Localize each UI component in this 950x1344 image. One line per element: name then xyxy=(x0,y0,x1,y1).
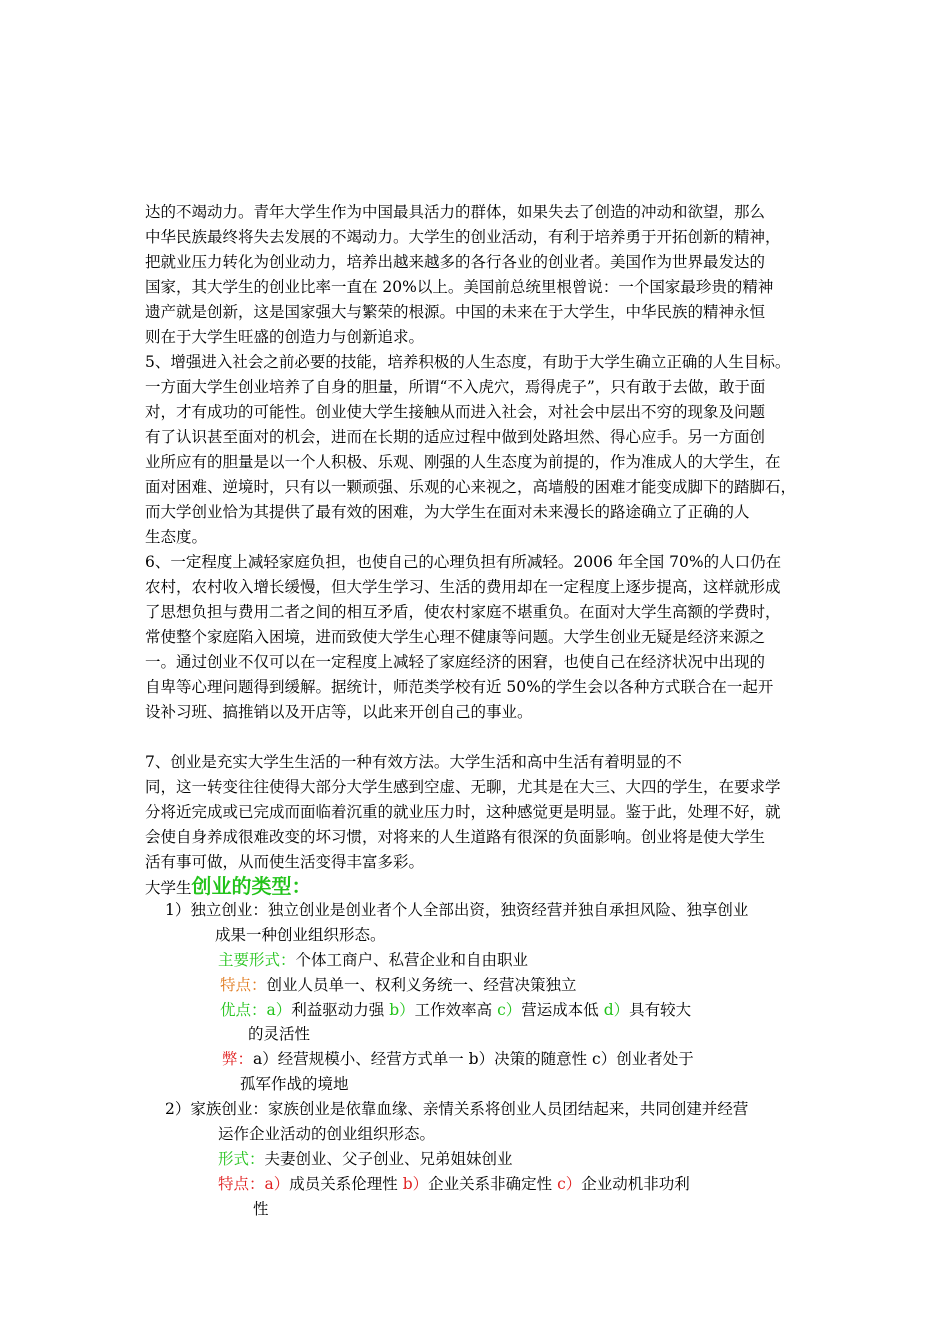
adv-marker: a） xyxy=(266,1001,292,1019)
dis-text: a）经营规模小、经营方式单一 b）决策的随意性 c）创业者处于 xyxy=(253,1050,694,1068)
adv-item: 具有较大 xyxy=(629,1001,692,1019)
text-line: 把就业压力转化为创业动力，培养出越来越多的各行各业的创业者。美国作为世界最发达的 xyxy=(145,253,766,271)
text-line: 了思想负担与费用二者之间的相互矛盾，使农村家庭不堪重负。在面对大学生高额的学费时， xyxy=(145,603,781,621)
text-line: 会使自身养成很难改变的坏习惯，对将来的人生道路有很深的负面影响。创业将是使大学生 xyxy=(145,828,766,846)
text-line: 常使整个家庭陷入困境，进而致使大学生心理不健康等问题。大学生创业无疑是经济来源之 xyxy=(145,628,766,646)
feature-label: 特点： xyxy=(220,976,267,994)
form-text: 个体工商户、私营企业和自由职业 xyxy=(295,951,529,969)
type1-advantages xyxy=(220,998,691,1022)
section-heading xyxy=(145,874,312,900)
feature-item: 成员关系伦理性 xyxy=(289,1175,403,1193)
text-line: 一方面大学生创业培养了自身的胆量，所谓“不入虎穴，焉得虎子”，只有敢于去做，敢于面 xyxy=(145,378,766,396)
feature-marker: c） xyxy=(557,1175,582,1193)
text-line: 遗产就是创新，这是国家强大与繁荣的根源。中国的未来在于大学生，中华民族的精神永恒 xyxy=(145,303,766,321)
adv-item: 营运成本低 xyxy=(521,1001,604,1019)
type2-title-cont: 运作企业活动的创业组织形态。 xyxy=(218,1125,436,1143)
text-line: 活有事可做，从而使生活变得丰富多彩。 xyxy=(145,853,425,871)
adv-marker: c） xyxy=(497,1001,522,1019)
feature-label: 特点： xyxy=(218,1175,265,1193)
text-line: 设补习班、搞推销以及开店等，以此来开创自己的事业。 xyxy=(145,703,533,721)
adv-label: 优点： xyxy=(220,1001,267,1019)
type2-feature xyxy=(218,1172,690,1196)
type1-title: 1）独立创业：独立创业是创业者个人全部出资，独资经营并独自承担风险、独享创业 xyxy=(165,901,749,919)
type1-title-cont: 成果一种创业组织形态。 xyxy=(215,926,386,944)
text-line: 自卑等心理问题得到缓解。据统计，师范类学校有近 50%的学生会以各种方式联合在一起开 xyxy=(145,678,774,696)
text-line: 同，这一转变往往使得大部分大学生感到空虚、无聊，尤其是在大三、大四的学生，在要求学 xyxy=(145,778,781,796)
adv-item: 工作效率高 xyxy=(414,1001,498,1019)
type1-feature xyxy=(220,973,577,997)
text-line: 分将近完成或已完成而面临着沉重的就业压力时，这种感觉更是明显。鉴于此，处理不好，就 xyxy=(145,803,781,821)
feature-marker: a） xyxy=(264,1175,290,1193)
text-line: 达的不竭动力。青年大学生作为中国最具活力的群体，如果失去了创造的冲动和欲望，那么 xyxy=(145,203,766,221)
adv-marker: d） xyxy=(603,1001,630,1019)
type2-form xyxy=(218,1147,513,1171)
text-line: 一。通过创业不仅可以在一定程度上减轻了家庭经济的困窘，也使自己在经济状况中出现的 xyxy=(145,653,766,671)
text-line: 5、增强进入社会之前必要的技能，培养积极的人生态度，有助于大学生确立正确的人生目标。 xyxy=(145,353,791,371)
text-line: 农村，农村收入增长缓慢，但大学生学习、生活的费用却在一定程度上逐步提高，这样就形成 xyxy=(145,578,781,596)
type1-advantages-cont: 的灵活性 xyxy=(248,1025,311,1043)
type2-feature-cont: 性 xyxy=(253,1200,269,1218)
form-text: 夫妻创业、父子创业、兄弟姐妹创业 xyxy=(264,1150,513,1168)
text-line: 生态度。 xyxy=(145,528,208,546)
type1-disadvantages-cont: 孤军作战的境地 xyxy=(240,1075,349,1093)
section-heading-highlight: 创业的类型： xyxy=(191,874,312,898)
text-line: 国家，其大学生的创业比率一直在 20%以上。美国前总统里根曾说：一个国家最珍贵的精神 xyxy=(145,278,774,296)
feature-item: 企业关系非确定性 xyxy=(428,1175,558,1193)
text-line: 7、创业是充实大学生生活的一种有效方法。大学生活和高中生活有着明显的不 xyxy=(145,753,682,771)
type2-title: 2）家族创业：家族创业是依靠血缘、亲情关系将创业人员团结起来，共同创建并经营 xyxy=(165,1100,749,1118)
feature-marker: b） xyxy=(402,1175,429,1193)
text-line: 则在于大学生旺盛的创造力与创新追求。 xyxy=(145,328,425,346)
text-line: 而大学创业恰为其提供了最有效的困难，为大学生在面对未来漫长的路途确立了正确的人 xyxy=(145,503,750,521)
text-line: 中华民族最终将失去发展的不竭动力。大学生的创业活动，有利于培养勇于开拓创新的精神， xyxy=(145,228,781,246)
adv-item: 利益驱动力强 xyxy=(291,1001,390,1019)
text-line: 业所应有的胆量是以一个人积极、乐观、刚强的人生态度为前提的，作为准成人的大学生，在 xyxy=(145,453,781,471)
text-line: 6、一定程度上减轻家庭负担，也使自己的心理负担有所减轻。2006 年全国 70%的人口仍在 xyxy=(145,553,782,571)
type1-disadvantages xyxy=(222,1047,694,1071)
text-line: 有了认识甚至面对的机会，进而在长期的适应过程中做到处路坦然、得心应手。另一方面创 xyxy=(145,428,766,446)
form-label: 主要形式： xyxy=(218,951,296,969)
adv-marker: b） xyxy=(389,1001,415,1019)
dis-label: 弊： xyxy=(222,1050,254,1068)
section-heading-prefix: 大学生 xyxy=(145,879,192,897)
form-label: 形式： xyxy=(218,1150,265,1168)
text-line: 对，才有成功的可能性。创业使大学生接触从而进入社会，对社会中层出不穷的现象及问题 xyxy=(145,403,766,421)
text-line: 面对困难、逆境时，只有以一颗顽强、乐观的心来视之，高墙般的困难才能变成脚下的踏脚石， xyxy=(145,478,797,496)
type1-form xyxy=(218,948,528,972)
feature-text: 创业人员单一、权利义务统一、经营决策独立 xyxy=(266,976,577,994)
feature-item: 企业动机非功利 xyxy=(581,1175,690,1193)
